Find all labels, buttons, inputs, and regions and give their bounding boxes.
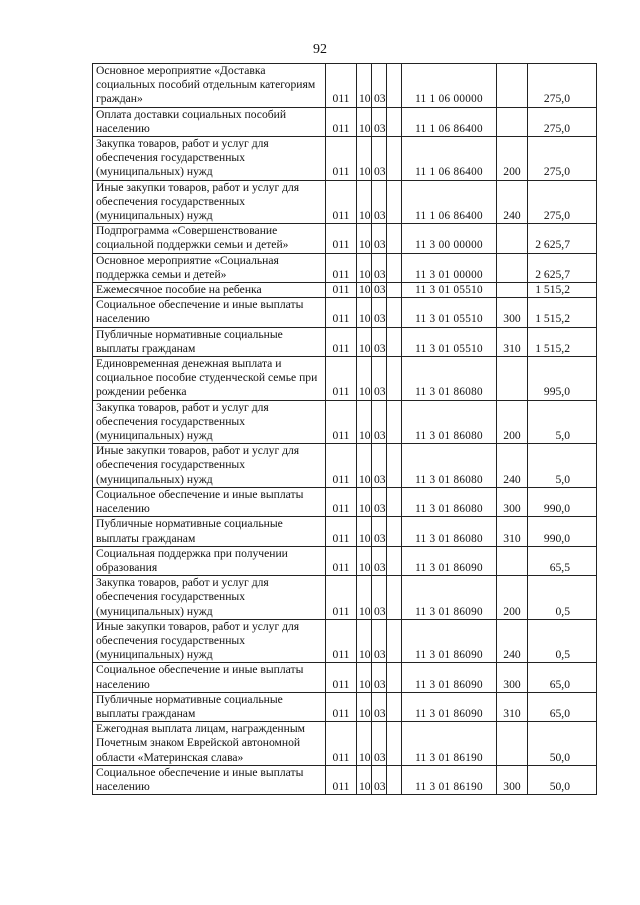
row-sub-code: 3 [429,780,436,793]
row-rz-cell: 10 [357,253,372,282]
row-rz-cell: 10 [357,663,372,692]
row-sub-code: 3 [429,473,436,486]
row-vr-cell: 240 [497,619,528,663]
row-gap-cell [387,357,402,401]
row-sub-code: 3 [429,239,436,252]
row-gap-cell [387,546,402,575]
row-pr-cell: 03 [372,765,387,794]
table-row [93,107,597,136]
row-vr-cell [497,107,528,136]
row-pr-cell: 03 [372,663,387,692]
row-pr-cell: 03 [372,357,387,401]
row-sum-cell: 1 515,2 [528,327,597,356]
table-row [93,487,597,516]
row-gap-cell [387,487,402,516]
row-main-code: 01 [438,268,451,281]
row-ved-cell: 011 [326,722,357,766]
row-name-cell: Ежемесячное пособие на ребенка [93,283,326,298]
row-target-cell [402,546,497,575]
row-name-cell: Социальное обеспечение и иные выплаты населению [93,663,326,692]
table-row [93,722,597,766]
row-program-code: 11 [415,122,427,135]
row-target-cell [402,357,497,401]
table-row [93,619,597,663]
row-name-cell: Социальная поддержка при получении образования [93,546,326,575]
row-ved-cell: 011 [326,253,357,282]
row-main-code: 01 [438,751,451,764]
budget-table-body [93,64,597,795]
row-program-code: 11 [415,780,427,793]
row-target-cell [402,283,497,298]
row-pr-cell: 03 [372,722,387,766]
row-pr-cell: 03 [372,253,387,282]
row-dir-code: 86080 [453,532,483,545]
row-sub-code: 3 [429,605,436,618]
row-rz-cell: 10 [357,283,372,298]
row-sub-code: 3 [429,649,436,662]
row-target-cell [402,224,497,253]
row-program-code: 11 [415,210,427,223]
row-name-cell: Закупка товаров, работ и услуг для обеспечения государственных (муниципальных) нужд [93,137,326,181]
row-gap-cell [387,663,402,692]
row-ved-cell: 011 [326,107,357,136]
row-program-code: 11 [415,430,427,443]
row-dir-code: 05510 [453,313,483,326]
row-target-cell [402,64,497,108]
row-dir-code: 86190 [453,751,483,764]
table-row [93,253,597,282]
row-ved-cell: 011 [326,283,357,298]
row-program-code: 11 [415,503,427,516]
row-pr-cell: 03 [372,692,387,721]
row-gap-cell [387,253,402,282]
row-main-code: 06 [438,210,451,223]
row-sub-code: 3 [429,707,436,720]
row-main-code: 01 [438,313,451,326]
row-sum-cell: 275,0 [528,137,597,181]
row-vr-cell: 240 [497,444,528,488]
row-name-cell: Иные закупки товаров, работ и услуг для обеспечения государственных (муниципальных) нужд [93,444,326,488]
row-sub-code: 3 [429,532,436,545]
row-sum-cell: 2 625,7 [528,253,597,282]
row-rz-cell: 10 [357,487,372,516]
row-name-cell: Иные закупки товаров, работ и услуг для обеспечения государственных (муниципальных) нужд [93,180,326,224]
row-ved-cell: 011 [326,400,357,444]
row-dir-code: 86400 [453,210,483,223]
row-sum-cell: 1 515,2 [528,283,597,298]
row-gap-cell [387,283,402,298]
row-gap-cell [387,298,402,327]
row-pr-cell: 03 [372,327,387,356]
row-gap-cell [387,444,402,488]
row-pr-cell: 03 [372,224,387,253]
row-ved-cell: 011 [326,576,357,620]
row-ved-cell: 011 [326,357,357,401]
row-name-cell: Социальное обеспечение и иные выплаты населению [93,298,326,327]
row-main-code: 01 [438,473,451,486]
row-name-cell: Основное мероприятие «Социальная поддержка семьи и детей» [93,253,326,282]
row-program-code: 11 [415,386,427,399]
row-program-code: 11 [415,342,427,355]
row-program-code: 11 [415,707,427,720]
row-name-cell: Публичные нормативные социальные выплаты гражданам [93,692,326,721]
row-sum-cell: 990,0 [528,487,597,516]
row-ved-cell: 011 [326,64,357,108]
row-target-cell [402,400,497,444]
row-main-code: 06 [438,122,451,135]
row-rz-cell: 10 [357,619,372,663]
row-dir-code: 86080 [453,430,483,443]
row-sub-code: 3 [429,678,436,691]
row-dir-code: 86090 [453,561,483,574]
page-number: 92 [313,42,327,57]
row-main-code: 01 [438,430,451,443]
row-name-cell: Оплата доставки социальных пособий населению [93,107,326,136]
table-row [93,64,597,108]
table-row [93,400,597,444]
row-rz-cell: 10 [357,64,372,108]
row-rz-cell: 10 [357,400,372,444]
row-sum-cell: 275,0 [528,180,597,224]
row-name-cell: Публичные нормативные социальные выплаты гражданам [93,327,326,356]
row-vr-cell [497,224,528,253]
row-rz-cell: 10 [357,224,372,253]
row-sub-code: 3 [429,751,436,764]
row-sub-code: 3 [429,561,436,574]
table-row [93,663,597,692]
row-name-cell: Ежегодная выплата лицам, награжденным Почетным знаком Еврейской автономной области «Материнская слава» [93,722,326,766]
row-gap-cell [387,107,402,136]
row-pr-cell: 03 [372,619,387,663]
row-sum-cell: 0,5 [528,619,597,663]
row-sub-code: 3 [429,430,436,443]
row-ved-cell: 011 [326,180,357,224]
row-rz-cell: 10 [357,722,372,766]
row-name-cell: Закупка товаров, работ и услуг для обеспечения государственных (муниципальных) нужд [93,576,326,620]
row-vr-cell: 300 [497,487,528,516]
table-row [93,517,597,546]
row-name-cell: Публичные нормативные социальные выплаты гражданам [93,517,326,546]
row-program-code: 11 [415,313,427,326]
row-dir-code: 86090 [453,707,483,720]
row-program-code: 11 [415,473,427,486]
row-target-cell [402,107,497,136]
row-main-code: 01 [438,503,451,516]
row-gap-cell [387,64,402,108]
row-dir-code: 86400 [453,166,483,179]
row-gap-cell [387,722,402,766]
row-rz-cell: 10 [357,576,372,620]
row-pr-cell: 03 [372,283,387,298]
row-main-code: 01 [438,386,451,399]
row-sub-code: 1 [429,122,436,135]
row-sum-cell: 1 515,2 [528,298,597,327]
row-rz-cell: 10 [357,327,372,356]
row-rz-cell: 10 [357,517,372,546]
row-gap-cell [387,400,402,444]
row-rz-cell: 10 [357,546,372,575]
row-vr-cell: 310 [497,692,528,721]
row-gap-cell [387,327,402,356]
budget-table [92,63,597,795]
row-ved-cell: 011 [326,663,357,692]
row-vr-cell [497,546,528,575]
row-target-cell [402,487,497,516]
row-name-cell: Социальное обеспечение и иные выплаты населению [93,487,326,516]
table-row [93,298,597,327]
row-sum-cell: 275,0 [528,107,597,136]
row-dir-code: 00000 [453,93,483,106]
row-gap-cell [387,765,402,794]
row-sub-code: 1 [429,210,436,223]
row-program-code: 11 [415,678,427,691]
row-rz-cell: 10 [357,765,372,794]
table-row [93,576,597,620]
row-dir-code: 86080 [453,473,483,486]
row-gap-cell [387,692,402,721]
table-row [93,180,597,224]
row-main-code: 01 [438,678,451,691]
row-program-code: 11 [415,239,427,252]
row-main-code: 01 [438,780,451,793]
row-pr-cell: 03 [372,64,387,108]
row-dir-code: 00000 [453,239,483,252]
row-sum-cell: 275,0 [528,64,597,108]
row-rz-cell: 10 [357,692,372,721]
row-ved-cell: 011 [326,327,357,356]
row-main-code: 01 [438,707,451,720]
row-target-cell [402,327,497,356]
row-vr-cell: 200 [497,400,528,444]
table-row [93,224,597,253]
row-vr-cell: 300 [497,765,528,794]
row-ved-cell: 011 [326,765,357,794]
row-ved-cell: 011 [326,224,357,253]
row-sum-cell: 995,0 [528,357,597,401]
row-target-cell [402,765,497,794]
row-vr-cell: 310 [497,327,528,356]
row-sub-code: 3 [429,386,436,399]
row-dir-code: 86190 [453,780,483,793]
row-ved-cell: 011 [326,619,357,663]
row-sum-cell: 0,5 [528,576,597,620]
row-program-code: 11 [415,268,427,281]
row-sum-cell: 2 625,7 [528,224,597,253]
row-main-code: 01 [438,649,451,662]
row-name-cell: Иные закупки товаров, работ и услуг для обеспечения государственных (муниципальных) нужд [93,619,326,663]
row-program-code: 11 [415,166,427,179]
row-dir-code: 05510 [453,284,483,297]
row-sum-cell: 65,0 [528,663,597,692]
row-pr-cell: 03 [372,298,387,327]
row-gap-cell [387,180,402,224]
row-vr-cell [497,357,528,401]
row-target-cell [402,619,497,663]
table-row [93,765,597,794]
row-main-code: 01 [438,532,451,545]
row-sub-code: 1 [429,166,436,179]
row-vr-cell [497,283,528,298]
row-dir-code: 86090 [453,678,483,691]
row-sub-code: 3 [429,313,436,326]
row-name-cell: Подпрограмма «Совершенствование социальной поддержки семьи и детей» [93,224,326,253]
row-ved-cell: 011 [326,692,357,721]
table-row [93,327,597,356]
row-vr-cell [497,64,528,108]
row-pr-cell: 03 [372,576,387,620]
row-dir-code: 86400 [453,122,483,135]
row-program-code: 11 [415,532,427,545]
row-sum-cell: 5,0 [528,400,597,444]
row-target-cell [402,722,497,766]
row-target-cell [402,692,497,721]
row-sum-cell: 990,0 [528,517,597,546]
row-pr-cell: 03 [372,107,387,136]
row-pr-cell: 03 [372,180,387,224]
table-row [93,283,597,298]
row-pr-cell: 03 [372,444,387,488]
row-rz-cell: 10 [357,357,372,401]
row-vr-cell: 300 [497,663,528,692]
row-main-code: 06 [438,93,451,106]
row-pr-cell: 03 [372,137,387,181]
row-sum-cell: 50,0 [528,722,597,766]
row-sub-code: 1 [429,93,436,106]
row-vr-cell: 300 [497,298,528,327]
row-program-code: 11 [415,605,427,618]
row-target-cell [402,180,497,224]
row-main-code: 01 [438,284,451,297]
row-program-code: 11 [415,284,427,297]
row-vr-cell: 200 [497,576,528,620]
row-vr-cell: 200 [497,137,528,181]
row-target-cell [402,298,497,327]
row-vr-cell: 310 [497,517,528,546]
row-program-code: 11 [415,751,427,764]
row-gap-cell [387,137,402,181]
row-gap-cell [387,517,402,546]
table-row [93,546,597,575]
row-program-code: 11 [415,561,427,574]
row-dir-code: 86090 [453,605,483,618]
row-vr-cell [497,253,528,282]
row-program-code: 11 [415,649,427,662]
row-gap-cell [387,619,402,663]
row-gap-cell [387,224,402,253]
row-dir-code: 86080 [453,503,483,516]
row-name-cell: Закупка товаров, работ и услуг для обеспечения государственных (муниципальных) нужд [93,400,326,444]
row-sum-cell: 65,5 [528,546,597,575]
row-rz-cell: 10 [357,180,372,224]
row-sum-cell: 50,0 [528,765,597,794]
row-dir-code: 86080 [453,386,483,399]
row-rz-cell: 10 [357,444,372,488]
row-target-cell [402,253,497,282]
row-dir-code: 05510 [453,342,483,355]
row-name-cell: Единовременная денежная выплата и социальное пособие студенческой семье при рождении ребенка [93,357,326,401]
row-ved-cell: 011 [326,137,357,181]
row-main-code: 01 [438,561,451,574]
table-row [93,137,597,181]
row-ved-cell: 011 [326,517,357,546]
row-dir-code: 86090 [453,649,483,662]
row-gap-cell [387,576,402,620]
row-dir-code: 00000 [453,268,483,281]
row-ved-cell: 011 [326,444,357,488]
row-ved-cell: 011 [326,487,357,516]
row-pr-cell: 03 [372,517,387,546]
row-ved-cell: 011 [326,546,357,575]
row-target-cell [402,576,497,620]
row-pr-cell: 03 [372,400,387,444]
row-main-code: 00 [438,239,451,252]
table-row [93,357,597,401]
row-main-code: 01 [438,605,451,618]
row-ved-cell: 011 [326,298,357,327]
row-target-cell [402,663,497,692]
row-sum-cell: 65,0 [528,692,597,721]
row-target-cell [402,444,497,488]
row-target-cell [402,517,497,546]
row-sub-code: 3 [429,284,436,297]
row-rz-cell: 10 [357,298,372,327]
row-sum-cell: 5,0 [528,444,597,488]
row-name-cell: Социальное обеспечение и иные выплаты населению [93,765,326,794]
row-rz-cell: 10 [357,137,372,181]
row-sub-code: 3 [429,342,436,355]
row-target-cell [402,137,497,181]
row-program-code: 11 [415,93,427,106]
table-row [93,692,597,721]
row-vr-cell [497,722,528,766]
row-pr-cell: 03 [372,487,387,516]
row-vr-cell: 240 [497,180,528,224]
row-rz-cell: 10 [357,107,372,136]
row-main-code: 01 [438,342,451,355]
table-row [93,444,597,488]
row-name-cell: Основное мероприятие «Доставка социальных пособий отдельным категориям граждан» [93,64,326,108]
row-pr-cell: 03 [372,546,387,575]
row-sub-code: 3 [429,503,436,516]
row-main-code: 06 [438,166,451,179]
row-sub-code: 3 [429,268,436,281]
